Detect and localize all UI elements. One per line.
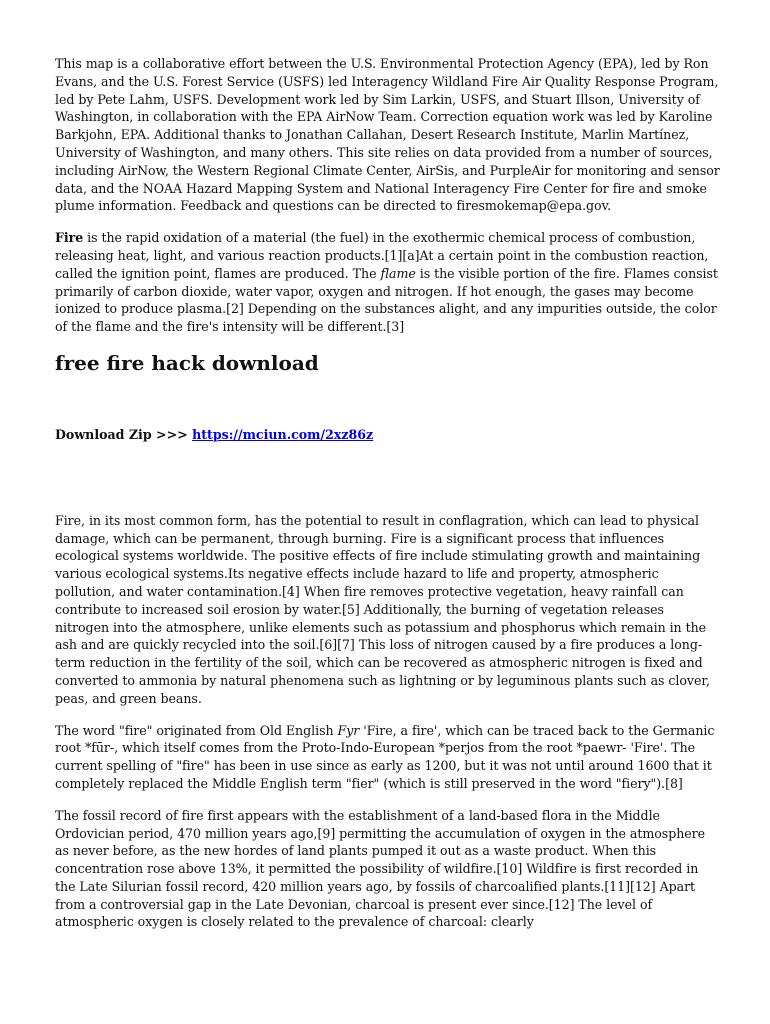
download-link[interactable]: https://mciun.com/2xz86z — [192, 426, 374, 442]
fire-definition-text-1: is the rapid oxidation of a material (the fuel) in the exothermic chemical process of combustion, releasing heat, light, and various reaction products.[1][a]At a certain point in the combustion reaction, called the ignition point, flames are produced. The — [55, 230, 709, 281]
flame-term: flame — [380, 265, 416, 281]
fossil-record-paragraph: The fossil record of fire first appears with the establishment of a land-based flora in the Middle Ordovician period, 470 million years ago,[9] permitting the accumulation of oxygen in the atmosphere as never before, as the new hordes of land plants pumped it out as a waste product. When this concentration rose above 13%, it permitted the possibility of wildfire.[10] Wildfire is first recorded in the Late Silurian fossil record, 420 million years ago, by fossils of charcoalified plants.[11][12] Apart from a controversial gap in the Late Devonian, charcoal is present ever since.[12] The level of atmospheric oxygen is closely related to the prevalence of charcoal: clearly — [55, 807, 706, 930]
etymology-text-2: 'Fire, a fire', which can be traced back to the Germanic root *fūr-, which itself comes from the Proto-Indo-European *perjos from the root *paewr- 'Fire'. The current spelling of "fire" has been in use since as early as 1200, but it was not until around 1600 that it completely replaced the Middle English term "fier" (which is still preserved in the word "fiery").[8] — [55, 722, 715, 791]
effects-paragraph: Fire, in its most common form, has the potential to result in conflagration, which can lead to physical damage, which can be permanent, through burning. Fire is a significant process that influences ecological systems worldwide. The positive effects of fire include stimulating growth and maintaining various ecological systems.Its negative effects include hazard to life and property, atmospheric pollution, and water contamination.[4] When fire removes protective vegetation, heavy rainfall can contribute to increased soil erosion by water.[5] Additionally, the burning of vegetation releases nitrogen into the atmosphere, unlike elements such as potassium and phosphorus which remain in the ash and are quickly recycled into the soil.[6][7] This loss of nitrogen caused by a fire produces a long-term reduction in the fertility of the soil, which can be recovered as atmospheric nitrogen is fixed and converted to ammonia by natural phenomena such as lightning or by leguminous plants such as clover, peas, and green beans. — [55, 512, 710, 706]
etymology-paragraph — [55, 722, 720, 793]
download-label: Download Zip >>> — [55, 426, 193, 442]
spacer — [55, 444, 720, 512]
fire-term: Fire — [55, 230, 84, 246]
etymology-text-1: The word "fire" originated from Old English — [55, 722, 338, 738]
page-heading: free fire hack download — [55, 350, 319, 375]
fire-definition-paragraph — [55, 229, 720, 336]
fire-definition-text-2: is the visible portion of the fire. Flames consist primarily of carbon dioxide, water vapor, oxygen and nitrogen. If hot enough, the gases may become ionized to produce plasma.[2] Depending on the substances alight, and any impurities outside, the color of the flame and the fire's intensity will be different.[3] — [55, 265, 718, 335]
download-line — [55, 426, 720, 444]
intro-paragraph: This map is a collaborative effort between the U.S. Environmental Protection Agency (EPA), led by Ron Evans, and the U.S. Forest Service (USFS) led Interagency Wildland Fire Air Quality Response Program, led by Pete Lahm, USFS. Development work led by Sim Larkin, USFS, and Stuart Illson, University of Washington, in collaboration with the EPA AirNow Team. Correction equation work was led by Karoline Barkjohn, EPA. Additional thanks to Jonathan Callahan, Desert Research Institute, Marlin Martínez, University of Washington, and many others. This site relies on data provided from a number of sources, including AirNow, the Western Regional Climate Center, AirSis, and PurpleAir for monitoring and sensor data, and the NOAA Hazard Mapping System and National Interagency Fire Center for fire and smoke plume information. Feedback and questions can be directed to firesmokemap@epa.gov. — [55, 56, 720, 214]
fyr-term: Fyr — [337, 722, 360, 738]
